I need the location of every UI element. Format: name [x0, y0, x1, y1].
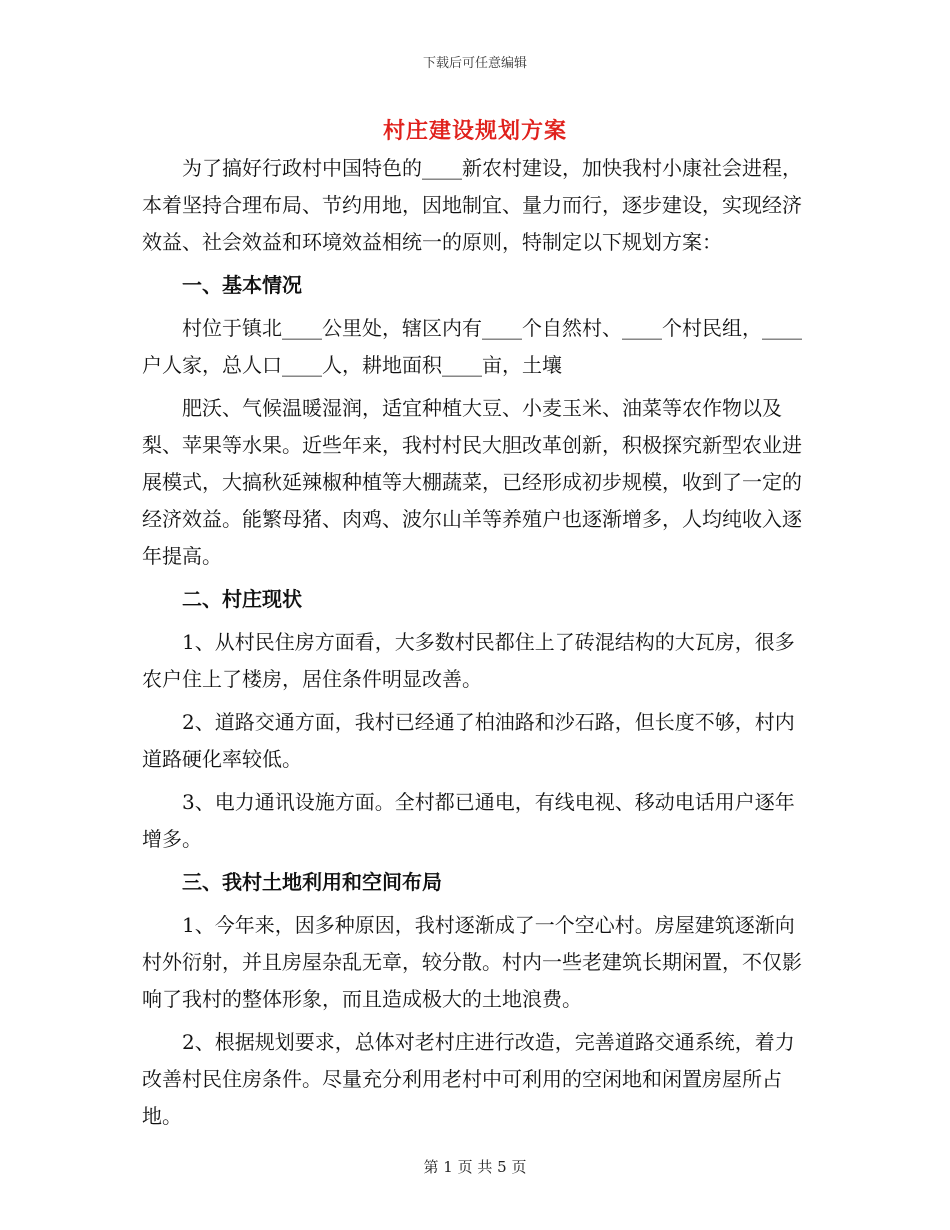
section-heading-land-use: 三、我村土地利用和空间布局	[182, 870, 442, 894]
village-status-paragraph-1: 1、从村民住房方面看，大多数村民都住上了砖混结构的大瓦房，很多农户住上了楼房，居住条件明显改善。	[142, 630, 795, 691]
basic-info-paragraph-1: 村位于镇北____公里处，辖区内有____个自然村、____个村民组，____户人家，总人口____人，耕地面积____亩，土壤	[142, 316, 802, 377]
village-status-paragraph-2: 2、道路交通方面，我村已经通了柏油路和沙石路，但长度不够，村内道路硬化率较低。	[142, 710, 795, 771]
section-heading-village-status: 二、村庄现状	[182, 587, 302, 611]
document-body	[142, 150, 808, 1135]
land-use-paragraph-1: 1、今年来，因多种原因，我村逐渐成了一个空心村。房屋建筑逐渐向村外衍射，并且房屋杂乱无章，较分散。村内一些老建筑长期闲置，不仅影响了我村的整体形象，而且造成极大的土地浪费。	[142, 913, 802, 1011]
village-status-paragraph-3: 3、电力通讯设施方面。全村都已通电，有线电视、移动电话用户逐年增多。	[142, 790, 795, 851]
section-heading-basic-info: 一、基本情况	[182, 273, 302, 297]
land-use-paragraph-2: 2、根据规划要求，总体对老村庄进行改造，完善道路交通系统，着力改善村民住房条件。尽量充分利用老村中可利用的空闲地和闲置房屋所占地。	[142, 1030, 795, 1128]
document-title: 村庄建设规划方案	[382, 118, 567, 144]
intro-paragraph: 为了搞好行政村中国特色的____新农村建设，加快我村小康社会进程，本着坚持合理布局、节约用地，因地制宜、量力而行，逐步建设，实现经济效益、社会效益和环境效益相统一的原则，特制定以下规划方案：	[142, 156, 802, 254]
header-note: 下载后可任意编辑	[422, 56, 527, 71]
basic-info-paragraph-2: 肥沃、气候温暖湿润，适宜种植大豆、小麦玉米、油菜等农作物以及梨、苹果等水果。近些年来，我村村民大胆改革创新，积极探究新型农业进展模式，大搞秋延辣椒种植等大棚蔬菜，已经形成初步规模，收到了一定的经济效益。能繁母猪、肉鸡、波尔山羊等养殖户也逐渐增多，人均纯收入逐年提高。	[142, 396, 802, 568]
page-footer: 第 1 页 共 5 页	[423, 1158, 527, 1176]
